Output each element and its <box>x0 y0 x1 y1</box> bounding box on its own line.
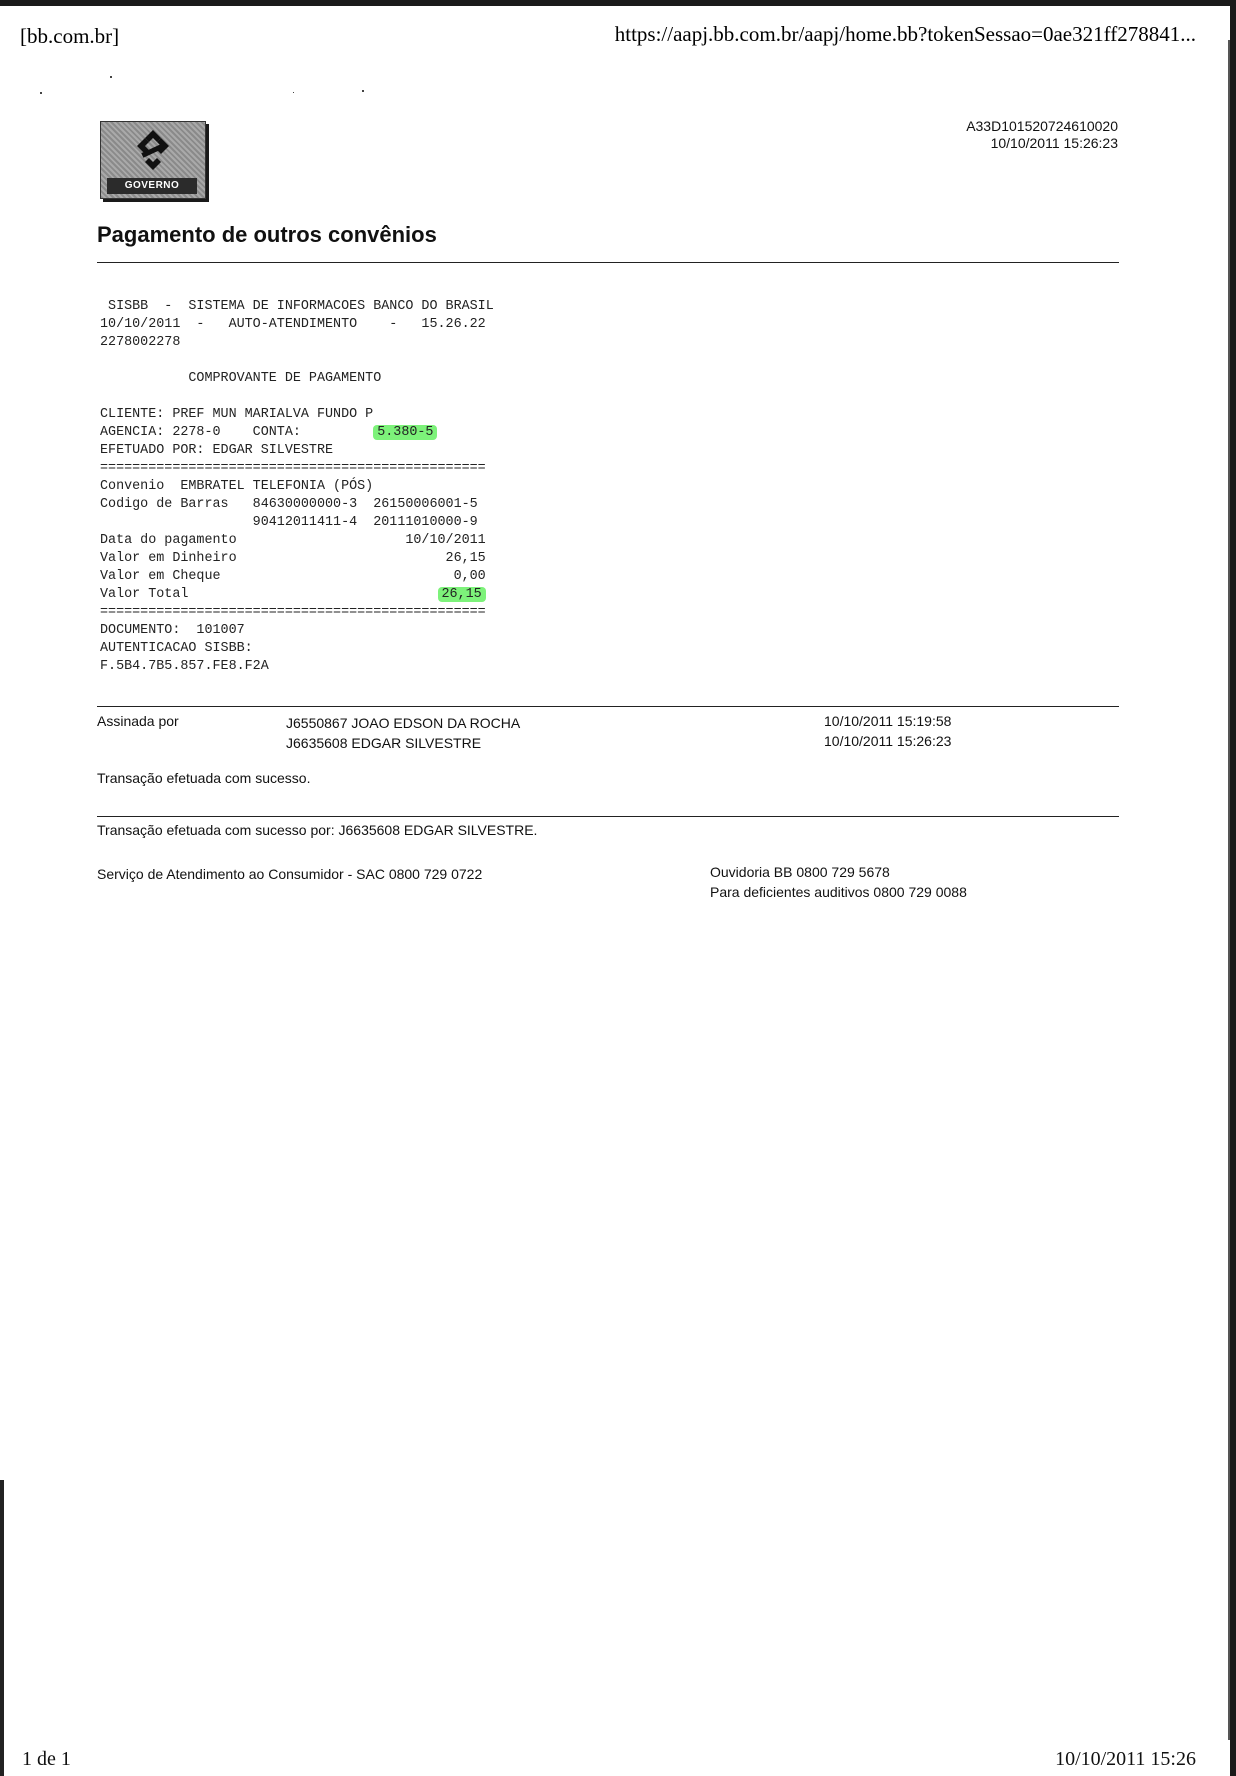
banco-do-brasil-logo <box>100 121 206 199</box>
scan-right-border <box>1230 0 1236 1776</box>
scan-right-shadow <box>1228 40 1230 1740</box>
receipt-data-pagamento: Data do pagamento 10/10/2011 <box>100 533 486 548</box>
transaction-id: A33D101520724610020 <box>966 118 1118 134</box>
receipt-documento: DOCUMENTO: 101007 <box>100 623 245 638</box>
receipt-cliente: CLIENTE: PREF MUN MARIALVA FUNDO P <box>100 407 374 422</box>
page-title: Pagamento de outros convênios <box>97 222 437 247</box>
receipt-valor-total <box>100 586 494 604</box>
ouvidoria-phone: Ouvidoria BB 0800 729 5678 <box>710 864 890 880</box>
receipt-autenticacao-label: AUTENTICACAO SISBB: <box>100 641 253 656</box>
bb-symbol-icon <box>131 128 175 172</box>
scan-speck <box>293 92 294 93</box>
receipt-separator: ================================================ <box>100 461 486 476</box>
scan-speck <box>362 90 364 92</box>
ouvidoria-contacts <box>710 862 967 902</box>
receipt-separator: ================================================ <box>100 605 486 620</box>
deficientes-phone: Para deficientes auditivos 0800 729 0088 <box>710 884 967 900</box>
transaction-info <box>966 118 1118 152</box>
receipt-efetuado: EFETUADO POR: EDGAR SILVESTRE <box>100 443 334 458</box>
receipt-barcode: 90412011411-4 20111010000-9 <box>100 515 478 530</box>
receipt-agencia-conta <box>100 424 494 442</box>
total-value-highlighted: 26,15 <box>438 587 486 602</box>
total-label: Valor Total <box>100 587 438 602</box>
receipt-valor-dinheiro: Valor em Dinheiro 26,15 <box>100 551 486 566</box>
divider <box>97 706 1119 707</box>
divider <box>97 816 1119 817</box>
scan-top-border <box>0 0 1236 6</box>
signature-datetime: 10/10/2011 15:26:23 <box>824 733 952 749</box>
page-counter: 1 de 1 <box>22 1748 71 1770</box>
signed-by-label: Assinada por <box>97 713 179 729</box>
scan-speck <box>40 92 42 94</box>
status-message-by: Transação efetuada com sucesso por: J6635608 EDGAR SILVESTRE. <box>97 822 538 838</box>
agencia-label: AGENCIA: 2278-0 CONTA: <box>100 425 374 440</box>
status-message: Transação efetuada com sucesso. <box>97 770 311 786</box>
payment-receipt <box>100 298 494 676</box>
logo-label: GOVERNO <box>107 178 197 194</box>
browser-site-label: [bb.com.br] <box>20 24 120 48</box>
receipt-valor-cheque: Valor em Cheque 0,00 <box>100 569 486 584</box>
sac-contact: Serviço de Atendimento ao Consumidor - SAC 0800 729 0722 <box>97 866 483 882</box>
receipt-header-line: 10/10/2011 - AUTO-ATENDIMENTO - 15.26.22 <box>100 317 486 332</box>
signer-name: J6550867 JOAO EDSON DA ROCHA <box>286 715 521 731</box>
receipt-barcode: Codigo de Barras 84630000000-3 26150006001-5 <box>100 497 478 512</box>
scan-left-border <box>0 1480 4 1776</box>
receipt-header-line: SISBB - SISTEMA DE INFORMACOES BANCO DO BRASIL <box>100 299 494 314</box>
receipt-blank <box>100 352 494 370</box>
transaction-datetime: 10/10/2011 15:26:23 <box>990 135 1118 151</box>
signature-times <box>824 711 951 751</box>
divider <box>97 262 1119 263</box>
receipt-header-line: 2278002278 <box>100 335 181 350</box>
conta-value-highlighted: 5.380-5 <box>373 425 437 440</box>
receipt-blank <box>100 388 494 406</box>
receipt-title: COMPROVANTE DE PAGAMENTO <box>100 371 382 386</box>
receipt-convenio: Convenio EMBRATEL TELEFONIA (PÓS) <box>100 479 374 494</box>
signers-list <box>286 713 520 753</box>
signer-name: J6635608 EDGAR SILVESTRE <box>286 735 482 751</box>
print-datetime: 10/10/2011 15:26 <box>1055 1748 1196 1770</box>
receipt-autenticacao-code: F.5B4.7B5.857.FE8.F2A <box>100 659 269 674</box>
scan-speck <box>110 76 112 78</box>
browser-url: https://aapj.bb.com.br/aapj/home.bb?tokenSessao=0ae321ff278841... <box>614 22 1196 46</box>
signature-datetime: 10/10/2011 15:19:58 <box>824 713 952 729</box>
